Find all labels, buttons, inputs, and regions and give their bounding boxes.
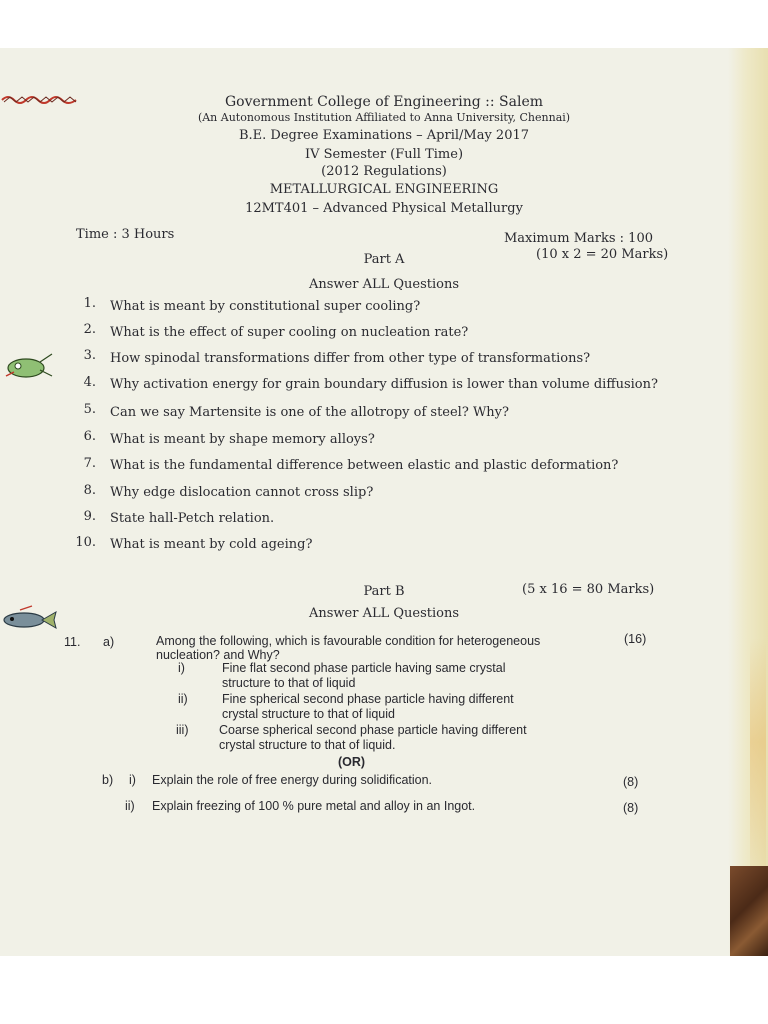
question-text: State hall-Petch relation. xyxy=(110,511,275,526)
option-label: ii) xyxy=(125,799,135,813)
part-a-marks: (10 x 2 = 20 Marks) xyxy=(536,247,669,262)
question-text: What is the effect of super cooling on nucleation rate? xyxy=(110,325,469,340)
option-text: Fine spherical second phase particle having different xyxy=(222,692,514,706)
question-marks: (8) xyxy=(623,775,639,789)
question-number: 9. xyxy=(83,509,96,524)
question-text: Why edge dislocation cannot cross slip? xyxy=(110,485,374,500)
maximum-marks: Maximum Marks : 100 xyxy=(504,231,653,246)
part-a-title: Part A xyxy=(363,252,405,267)
question-number: 10. xyxy=(75,535,96,550)
question-text: What is meant by shape memory alloys? xyxy=(110,432,375,447)
question-text: Can we say Martensite is one of the allotropy of steel? Why? xyxy=(110,405,509,420)
option-label: i) xyxy=(129,773,136,787)
or-separator: (OR) xyxy=(338,755,366,769)
question-number: 7. xyxy=(83,456,96,471)
question-number: 1. xyxy=(83,296,96,311)
option-label: ii) xyxy=(178,692,188,706)
question-text: Why activation energy for grain boundary diffusion is lower than volume diffusion? xyxy=(110,377,658,392)
sub-question-label: a) xyxy=(103,635,115,649)
part-a-instruction: Answer ALL Questions xyxy=(308,277,460,292)
question-text: What is meant by cold ageing? xyxy=(110,537,313,552)
sub-question-label: b) xyxy=(102,773,114,787)
option-text: crystal structure to that of liquid. xyxy=(219,738,396,752)
regulations-line: (2012 Regulations) xyxy=(321,164,447,179)
option-text: Fine flat second phase particle having same crystal xyxy=(222,661,506,675)
question-text: nucleation? and Why? xyxy=(156,648,280,662)
question-text: How spinodal transformations differ from other type of transformations? xyxy=(110,351,591,366)
question-text: Among the following, which is favourable condition for heterogeneous xyxy=(156,634,541,648)
option-text: Coarse spherical second phase particle having different xyxy=(219,723,527,737)
exam-title: B.E. Degree Examinations – April/May 2017 xyxy=(238,128,530,143)
book-cover-corner xyxy=(730,866,768,956)
department-line: METALLURGICAL ENGINEERING xyxy=(269,182,499,197)
question-number: 2. xyxy=(83,322,96,337)
part-b-instruction: Answer ALL Questions xyxy=(308,606,460,621)
option-label: i) xyxy=(178,661,185,675)
question-text: Explain freezing of 100 % pure metal and alloy in an Ingot. xyxy=(152,799,476,813)
course-line: 12MT401 – Advanced Physical Metallurgy xyxy=(245,201,523,216)
semester-line: IV Semester (Full Time) xyxy=(304,147,464,162)
question-marks: (8) xyxy=(623,801,639,815)
question-number: 11. xyxy=(64,635,81,649)
question-text: Explain the role of free energy during solidification. xyxy=(152,773,433,787)
part-b-title: Part B xyxy=(363,584,405,599)
option-text: structure to that of liquid xyxy=(222,676,356,690)
question-number: 5. xyxy=(83,402,96,417)
college-name: Government College of Engineering :: Salem xyxy=(224,94,544,110)
question-number: 8. xyxy=(83,483,96,498)
paper-stain xyxy=(750,638,766,898)
option-text: crystal structure to that of liquid xyxy=(222,707,395,721)
question-text: What is meant by constitutional super cooling? xyxy=(110,299,421,314)
cartoon-doodle-icon xyxy=(0,348,56,384)
question-number: 3. xyxy=(83,348,96,363)
question-text: What is the fundamental difference between elastic and plastic deformation? xyxy=(110,458,619,473)
affiliation-line: (An Autonomous Institution Affiliated to Anna University, Chennai) xyxy=(197,111,571,124)
time-allowed: Time : 3 Hours xyxy=(76,227,175,242)
part-b-marks: (5 x 16 = 80 Marks) xyxy=(522,582,655,597)
question-number: 6. xyxy=(83,429,96,444)
option-label: iii) xyxy=(176,723,189,737)
question-marks: (16) xyxy=(624,632,647,646)
question-number: 4. xyxy=(83,375,96,390)
